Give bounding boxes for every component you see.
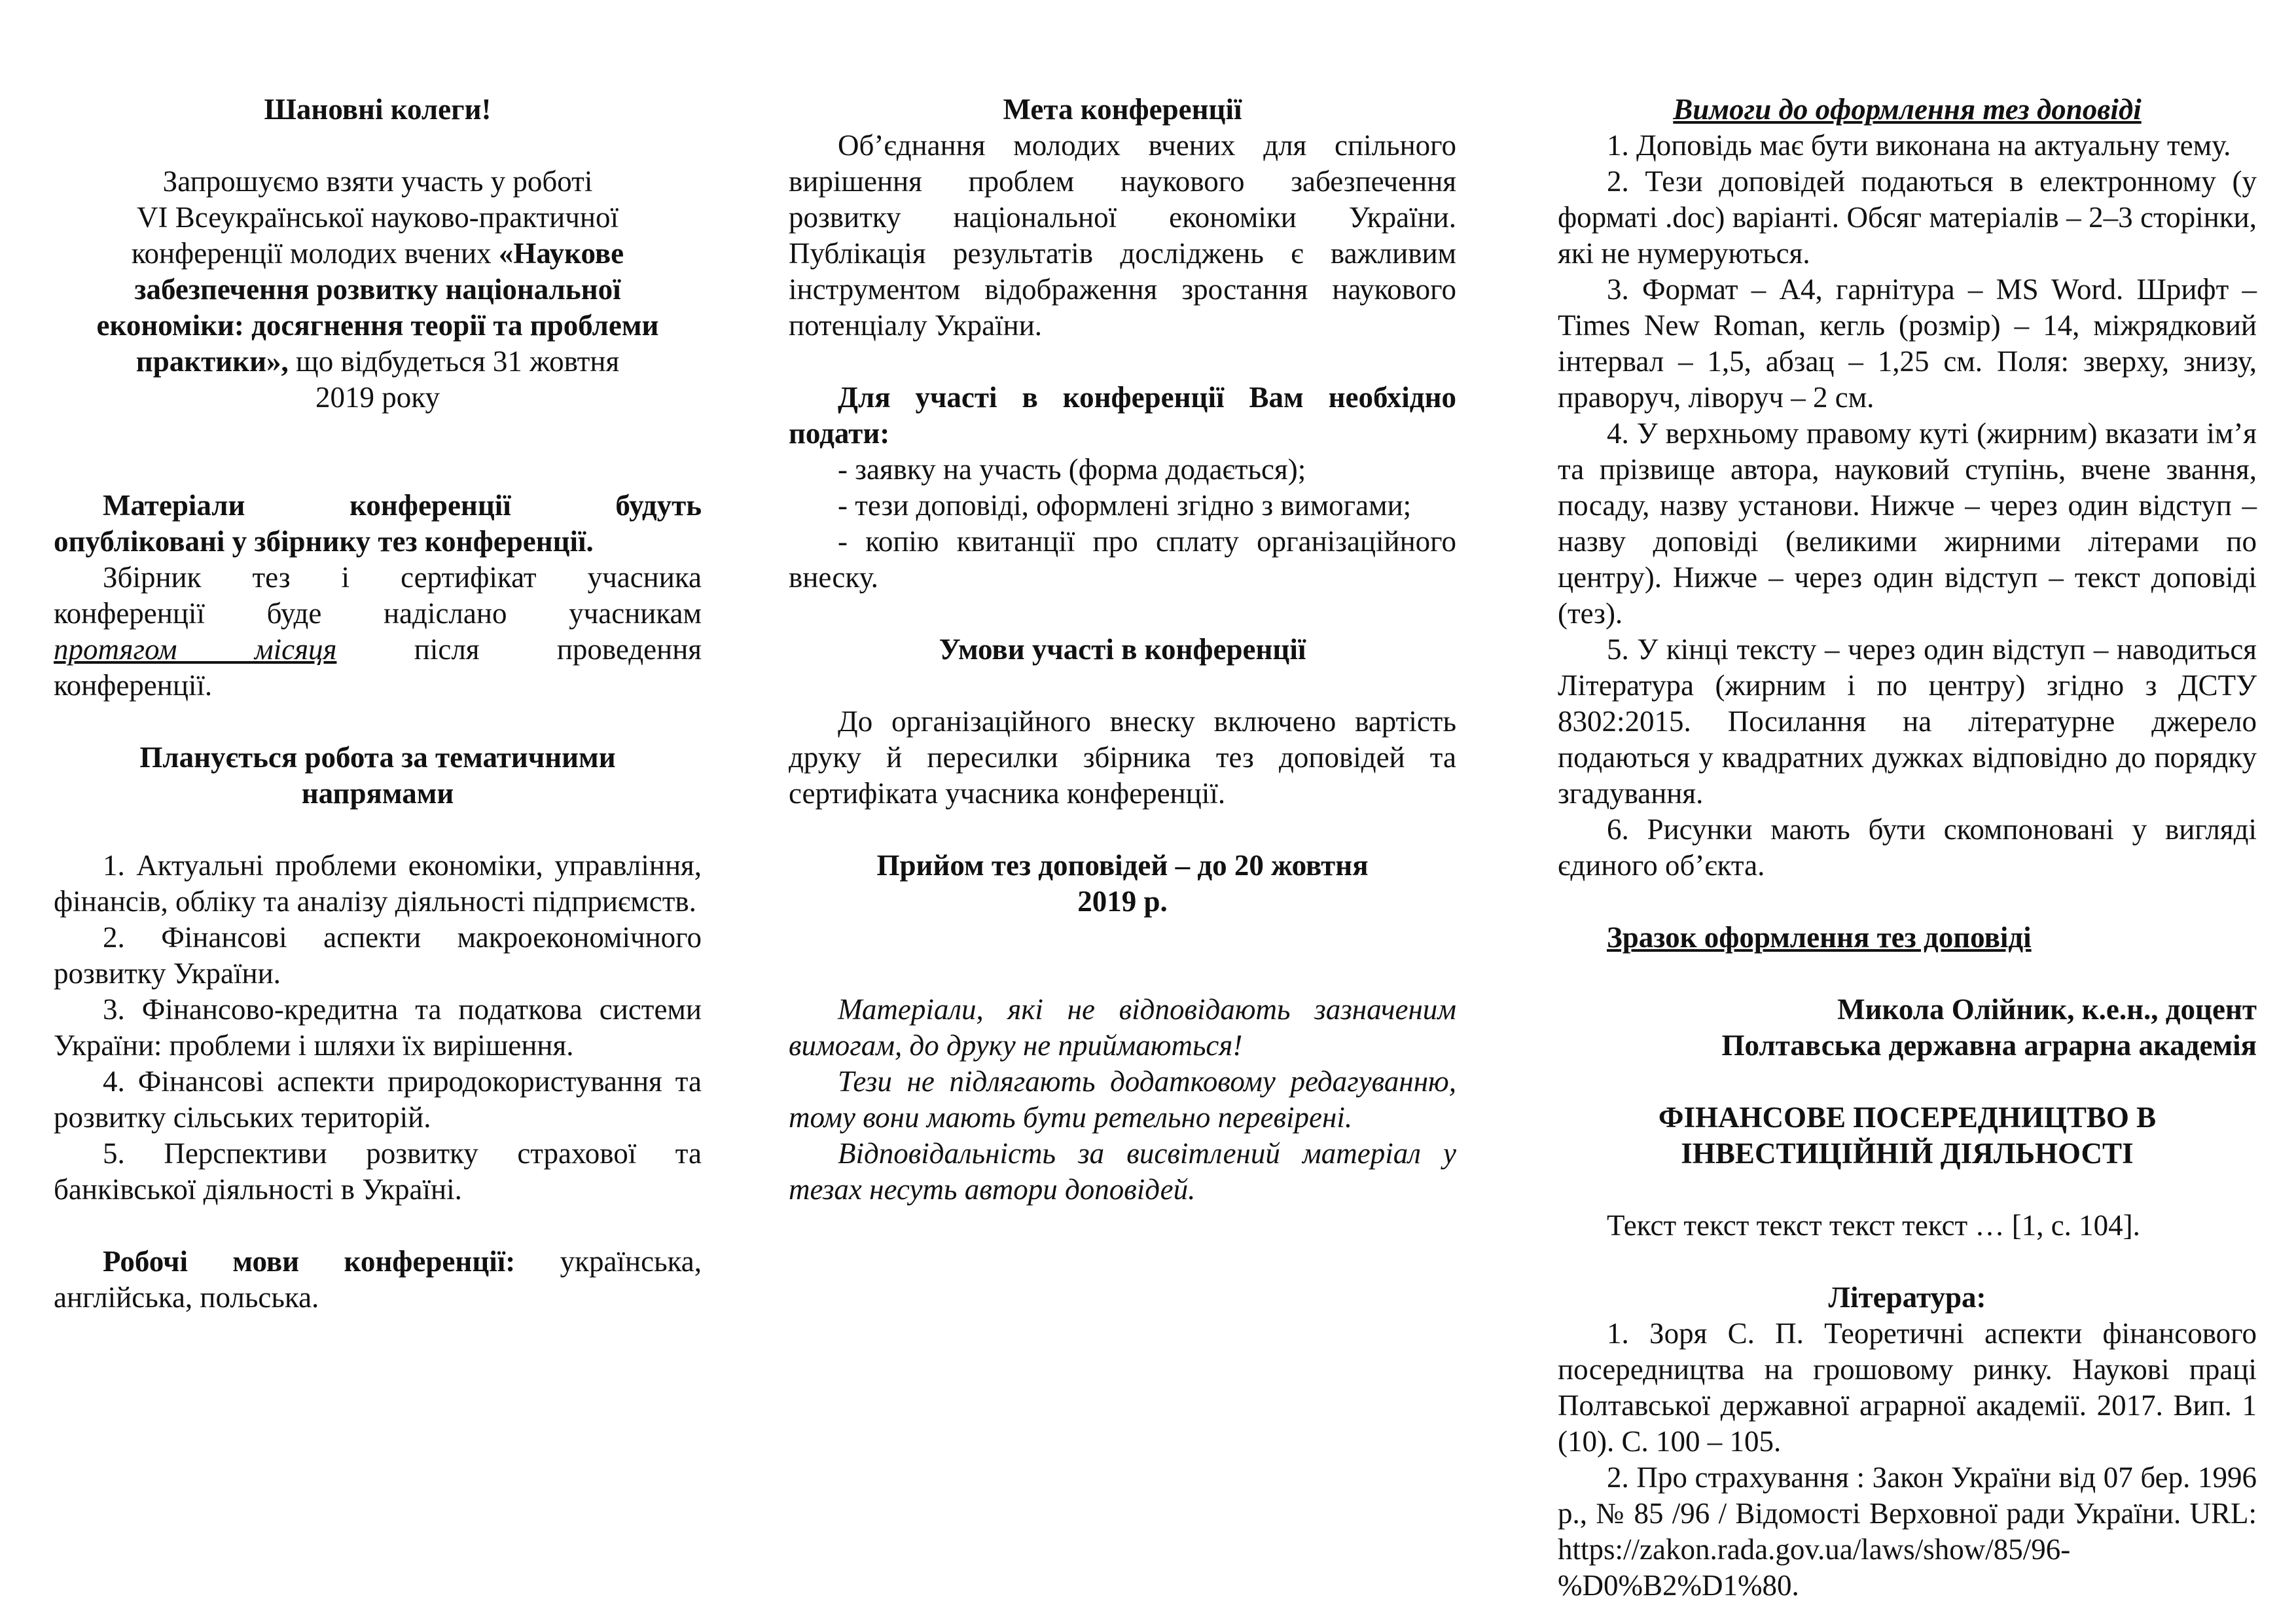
materials-text: протягом місяця після проведення <box>54 633 702 666</box>
sample-organization: Полтавська державна аграрна академія <box>1721 1029 2257 1062</box>
materials-text: конференції. <box>54 669 213 702</box>
literature-item: 2. Про страхування : Закон України від 07 бер. 1996 р., № 85 /96 / Відомості Верховної ради України. URL: https://zakon.rada.gov.ua/laws/show/85/96-%D0%B2%D1%80. <box>1558 1461 2257 1602</box>
sample-heading: Зразок оформлення тез доповіді <box>1607 921 2032 954</box>
directions-heading: напрямами <box>301 777 454 810</box>
sample-title: ФІНАНСОВЕ ПОСЕРЕДНИЦТВО В <box>1658 1101 2157 1134</box>
languages-label: Робочі мови конференції: <box>103 1245 516 1278</box>
conference-title: забезпечення розвитку національної <box>134 273 621 306</box>
list-item: 4. Фінансові аспекти природокористування та розвитку сільських територій. <box>54 1065 702 1134</box>
submit-list <box>789 452 1456 596</box>
list-item: 3. Формат – А4, гарнітура – MS Word. Шрифт – Times New Roman, кегль (розмір) – 14, міжрядковий інтервал – 1,5, абзац – 1,25 см. Поля: зверху, знизу, праворуч, ліворуч – 2 см. <box>1558 273 2257 414</box>
conditions-text: До організаційного внеску включено вартість друку й пересилки збірника тез доповідей та сертифіката учасника конференції. <box>789 705 1456 810</box>
goal-text: Об’єднання молодих вчених для спільного вирішення проблем наукового забезпечення розвитку національної економіки України. Публікація результатів досліджень є важливим інструментом відображення зростання наукового потенціалу України. <box>789 129 1456 342</box>
list-item: 1. Актуальні проблеми економіки, управління, фінансів, обліку та аналізу діяльності підприємств. <box>54 849 702 918</box>
list-item: - тези доповіді, оформлені згідно з вимогами; <box>838 489 1412 522</box>
list-item: 1. Доповідь має бути виконана на актуальну тему. <box>1607 129 2231 162</box>
conference-title: економіки: досягнення теорії та проблеми <box>96 309 659 342</box>
deadline-emphasis: протягом місяця <box>54 633 337 666</box>
submit-heading: Для участі в конференції Вам необхідно подати: <box>789 381 1456 450</box>
conference-title: практики», <box>135 345 289 378</box>
deadline-heading: 2019 р. <box>1077 885 1168 918</box>
list-item: 4. У верхньому правому куті (жирним) вказати ім’я та прізвище автора, науковий ступінь, вчене звання, посаду, назву установи. Нижче – через один відступ – назву доповіді (великими жирними літерами по центру). Нижче – через один відступ – текст доповіді (тез). <box>1558 417 2257 630</box>
list-item: 2. Тези доповідей подаються в електронному (у форматі .doc) варіанті. Обсяг матеріалів – 2–3 сторінки, які не нумеруються. <box>1558 165 2257 270</box>
note-text: Відповідальність за висвітлений матеріал у тезах несуть автори доповідей. <box>789 1137 1456 1206</box>
middle-column <box>789 92 1456 1208</box>
languages-paragraph <box>54 1244 702 1316</box>
directions-heading: Планується робота за тематичними <box>139 741 616 774</box>
greeting-heading: Шановні колеги! <box>264 93 492 126</box>
directions-list <box>54 848 702 1208</box>
invitation-date: 2019 року <box>315 381 440 414</box>
list-item: 5. Перспективи розвитку страхової та банківської діяльності в Україні. <box>54 1137 702 1206</box>
notes <box>789 992 1456 1208</box>
list-item: 3. Фінансово-кредитна та податкова системи України: проблеми і шляхи їх вирішення. <box>54 993 702 1062</box>
note-text: Матеріали, які не відповідають зазначеним вимогам, до друку не приймаються! <box>789 993 1456 1062</box>
materials-heading: Матеріали конференції будуть <box>103 489 702 522</box>
languages-value: українська, англійська, польська. <box>54 1245 702 1314</box>
left-column <box>54 92 702 1316</box>
list-item: 2. Фінансові аспекти макроекономічного розвитку України. <box>54 921 702 990</box>
deadline-heading: Прийом тез доповідей – до 20 жовтня <box>876 849 1369 882</box>
list-item: - заявку на участь (форма додається); <box>838 453 1306 486</box>
invitation-line: VI Всеукраїнської науково-практичної <box>137 201 619 234</box>
conference-title: «Наукове <box>498 237 624 270</box>
literature-item: 1. Зоря С. П. Теоретичні аспекти фінансового посередництва на грошовому ринку. Наукові праці Полтавської державної аграрної академії. 2017. Вип. 1 (10). С. 100 – 105. <box>1558 1317 2257 1458</box>
sample-author: Микола Олійник, к.е.н., доцент <box>1837 993 2257 1026</box>
invitation-line: практики», що відбудеться 31 жовтня <box>135 345 620 378</box>
list-item: - копію квитанції про сплату організаційного внеску. <box>789 525 1456 594</box>
requirements-heading: Вимоги до оформлення тез доповіді <box>1673 93 2142 126</box>
invitation-line: конференції молодих вчених «Наукове <box>131 237 624 270</box>
sample-title: ІНВЕСТИЦІЙНІЙ ДІЯЛЬНОСТІ <box>1681 1137 2134 1170</box>
literature-heading: Література: <box>1828 1281 1986 1314</box>
materials-text: Збірник тез і сертифікат учасника <box>103 561 702 594</box>
literature-list <box>1558 1316 2257 1604</box>
list-item: 5. У кінці тексту – через один відступ – наводиться Література (жирним і по центру) згідно з ДСТУ 8302:2015. Посилання на літературне джерело подаються у квадратних дужках відповідно до порядку згадування. <box>1558 633 2257 810</box>
requirements-list <box>1558 128 2257 884</box>
conditions-heading: Умови участі в конференції <box>939 633 1306 666</box>
note-text: Тези не підлягають додатковому редагуванню, тому вони мають бути ретельно перевірені. <box>789 1065 1456 1134</box>
right-column <box>1558 92 2257 1604</box>
invitation-line: Запрошуємо взяти участь у роботі <box>162 165 593 198</box>
list-item: 6. Рисунки мають бути скомпоновані у вигляді єдиного об’єкта. <box>1558 813 2257 882</box>
materials-text: конференції буде надіслано учасникам <box>54 597 702 630</box>
goal-heading: Мета конференції <box>1003 93 1242 126</box>
sample-text: Текст текст текст текст текст … [1, с. 104]. <box>1607 1209 2140 1242</box>
materials-heading: опубліковані у збірнику тез конференції. <box>54 525 594 558</box>
